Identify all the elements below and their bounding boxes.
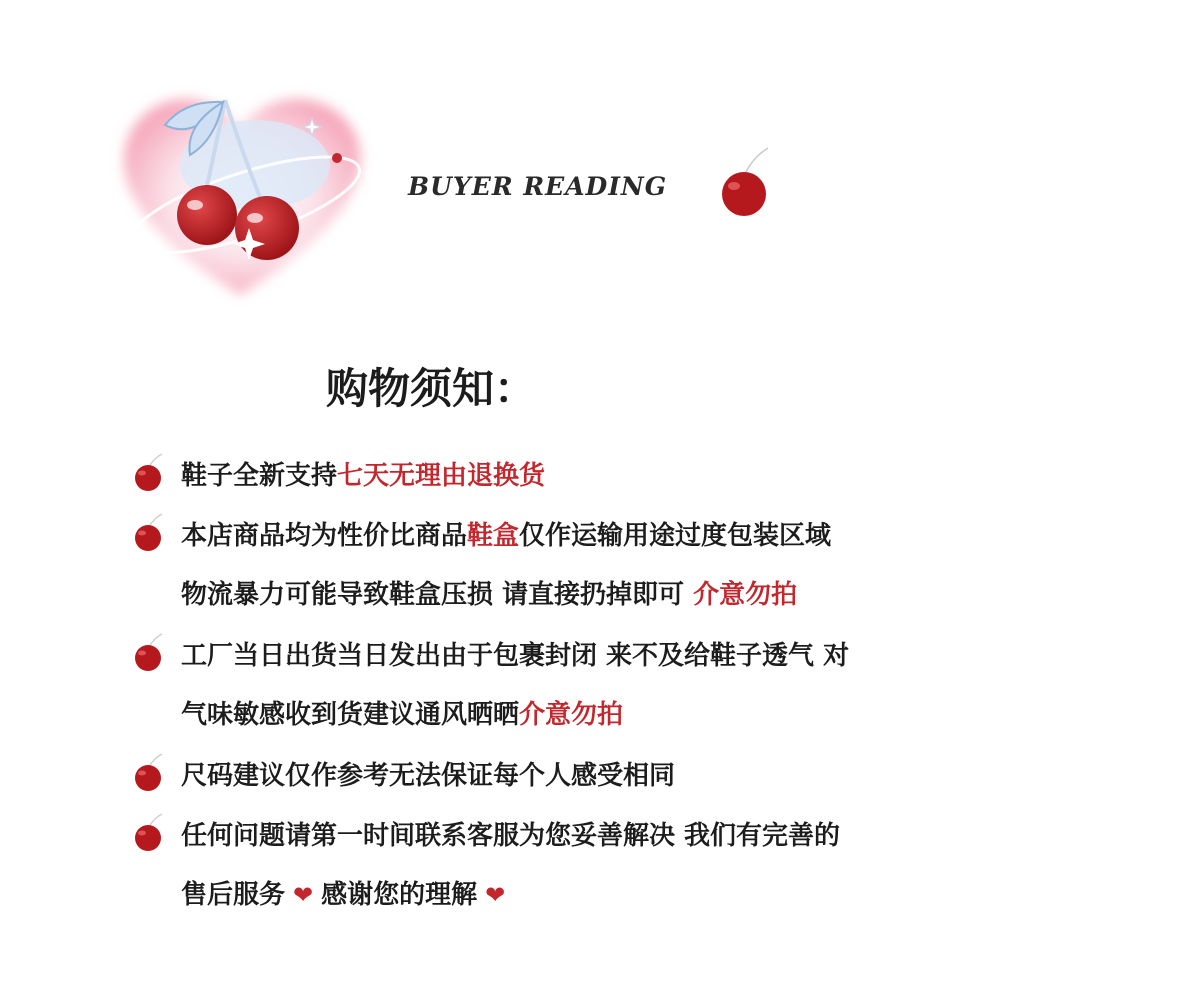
notice-line — [181, 639, 849, 673]
notice-line — [181, 698, 623, 732]
notice-line — [181, 819, 840, 853]
notice-text: 鞋子全新支持 — [181, 461, 338, 491]
notice-text: 本店商品均为性价比商品 — [181, 521, 468, 551]
cherry-icon — [130, 633, 166, 673]
notice-text: 工厂当日出货当日发出由于包裹封闭 来不及给鞋子透气 对 — [181, 641, 850, 671]
cherry-icon — [712, 146, 772, 218]
notice-highlight: 鞋盒 — [467, 521, 520, 551]
page-heading: 购物须知： — [326, 364, 537, 413]
notice-line — [181, 459, 545, 493]
cherry-icon — [130, 813, 166, 853]
cherry-icon — [130, 513, 166, 553]
notice-line — [181, 878, 513, 912]
heart-icon: ❤ — [293, 881, 314, 909]
notice-line — [181, 519, 831, 553]
notice-text: 任何问题请第一时间联系客服为您妥善解决 我们有完善的 — [181, 821, 841, 851]
notice-line — [181, 759, 675, 793]
notice-highlight: 介意勿拍 — [693, 580, 798, 610]
header-title: BUYER READING — [408, 172, 668, 201]
notice-highlight: 介意勿拍 — [519, 700, 624, 730]
notice-text: 尺码建议仅作参考无法保证每个人感受相同 — [181, 761, 676, 791]
cherry-icon — [130, 453, 166, 493]
notice-highlight: 七天无理由退换货 — [337, 461, 546, 491]
notice-text: 仅作运输用途过度包装区域 — [519, 521, 832, 551]
notice-text: 物流暴力可能导致鞋盒压损 请直接扔掉即可 — [181, 580, 694, 610]
notice-text: 气味敏感收到货建议通风晒晒 — [181, 700, 520, 730]
heart-icon: ❤ — [485, 881, 506, 909]
cherry-icon — [130, 753, 166, 793]
notice-text: 售后服务 — [181, 880, 286, 910]
notice-line — [181, 578, 797, 612]
notice-text: 感谢您的理解 — [321, 880, 478, 910]
cherry-heart-logo-icon — [95, 70, 385, 310]
